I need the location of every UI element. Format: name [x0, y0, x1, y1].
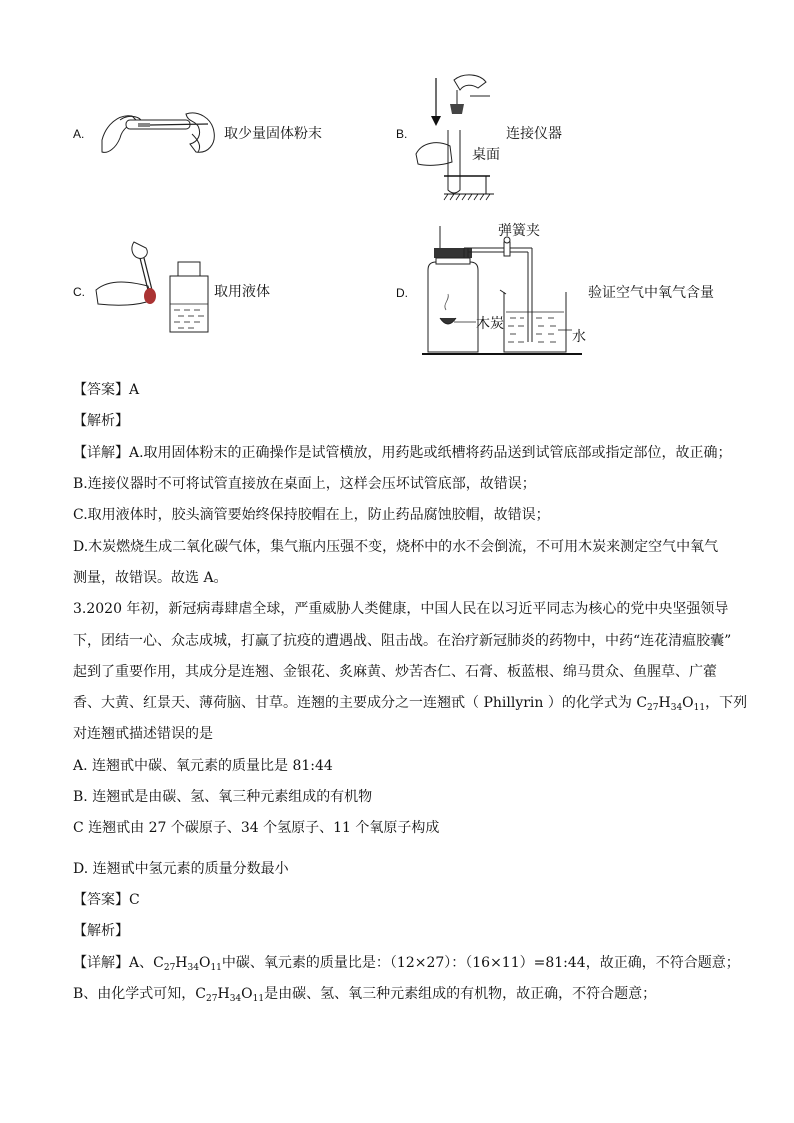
option-b-letter: B.: [396, 127, 408, 141]
q3-option-b: B. 连翘甙是由碳、氢、氧三种元素组成的有机物: [73, 789, 373, 805]
q2-detail-line: C.取用液体时，胶头滴管要始终保持胶帽在上，防止药品腐蚀胶帽，故错误；: [73, 507, 550, 523]
q3-stem-tail: ，下列: [705, 695, 748, 711]
chemical-formula: $C_{27}H_{34}O_{11}$: [636, 695, 706, 713]
connect-apparatus-illustration: [414, 70, 510, 202]
figure-options: [0, 0, 794, 370]
test-tube-powder-illustration: [98, 100, 218, 162]
option-a-letter: A.: [73, 127, 85, 141]
option-d-water-label: 水: [572, 329, 586, 345]
dropper-liquid-illustration: [94, 238, 210, 334]
q3-stem-line: 对连翘甙描述错误的是: [73, 726, 213, 742]
chemical-formula: $C_{27}H_{34}O_{11}$: [153, 955, 222, 973]
option-d-charcoal-label: 木炭: [476, 316, 504, 332]
option-d-letter: D.: [396, 286, 408, 300]
q2-detail-line: 【详解】A.取用固体粉末的正确操作是试管横放，用药匙或纸槽将药品送到试管底部或指定部位，故正确；: [73, 445, 732, 461]
option-b-desk-label: 桌面: [472, 147, 500, 163]
q3-analysis-heading: 【解析】: [73, 923, 129, 939]
option-a-caption: 取少量固体粉末: [224, 126, 322, 142]
q3-stem-text: 香、大黄、红景天、薄荷脑、甘草。连翘的主要成分之一连翘甙（ Phillyrin ）的化学式为: [73, 695, 637, 711]
q2-answer: 【答案】A: [73, 382, 140, 398]
chemical-formula: $C_{27}H_{34}O_{11}$: [195, 986, 265, 1004]
q3-option-d: D. 连翘甙中氢元素的质量分数最小: [73, 861, 289, 877]
q3-stem-line: 3.2020 年初，新冠病毒肆虐全球，严重威胁人类健康，中国人民在以习近平同志为核心的党中央坚强领导: [73, 601, 729, 617]
q3-detail-line-1: 【详解】A、$C_{27}H_{34}O_{11}$中碳、氧元素的质量比是：（12×27）：（16×11）=81:44，故正确，不符合题意；: [73, 955, 740, 973]
q3-stem-line-with-formula: [73, 693, 747, 718]
q2-detail-line: B.连接仪器时不可将试管直接放在桌面上，这样会压坏试管底部，故错误；: [73, 476, 536, 492]
option-d-clamp-label: 弹簧夹: [498, 223, 540, 239]
option-b-caption: 连接仪器: [506, 126, 562, 142]
q3-stem-line: 起到了重要作用，其成分是连翘、金银花、炙麻黄、炒苦杏仁、石膏、板蓝根、绵马贯众、鱼腥草、广藿: [73, 664, 717, 680]
option-c-letter: C.: [73, 285, 85, 299]
q3-option-a: A. 连翘甙中碳、氧元素的质量比是 81:44: [73, 758, 333, 774]
q3-detail-line-2: B、由化学式可知，$C_{27}H_{34}O_{11}$是由碳、氢、氧三种元素组成的有机物，故正确，不符合题意；: [73, 986, 657, 1004]
q3-stem-line: 下，团结一心、众志成城，打赢了抗疫的遭遇战、阻击战。在治疗新冠肺炎的药物中，中药“连花清瘟胶囊”: [73, 633, 732, 649]
option-d-caption: 验证空气中氧气含量: [588, 285, 714, 301]
q3-answer: 【答案】C: [73, 892, 140, 908]
q2-detail-line: D.木炭燃烧生成二氧化碳气体，集气瓶内压强不变，烧杯中的水不会倒流，不可用木炭来测定空气中氧气: [73, 539, 719, 555]
q3-option-c: C 连翘甙由 27 个碳原子、34 个氢原子、11 个氧原子构成: [73, 820, 440, 836]
option-c-caption: 取用液体: [214, 284, 270, 300]
q2-analysis-heading: 【解析】: [73, 413, 129, 429]
q2-detail-line: 测量，故错误。故选 A。: [73, 570, 228, 586]
